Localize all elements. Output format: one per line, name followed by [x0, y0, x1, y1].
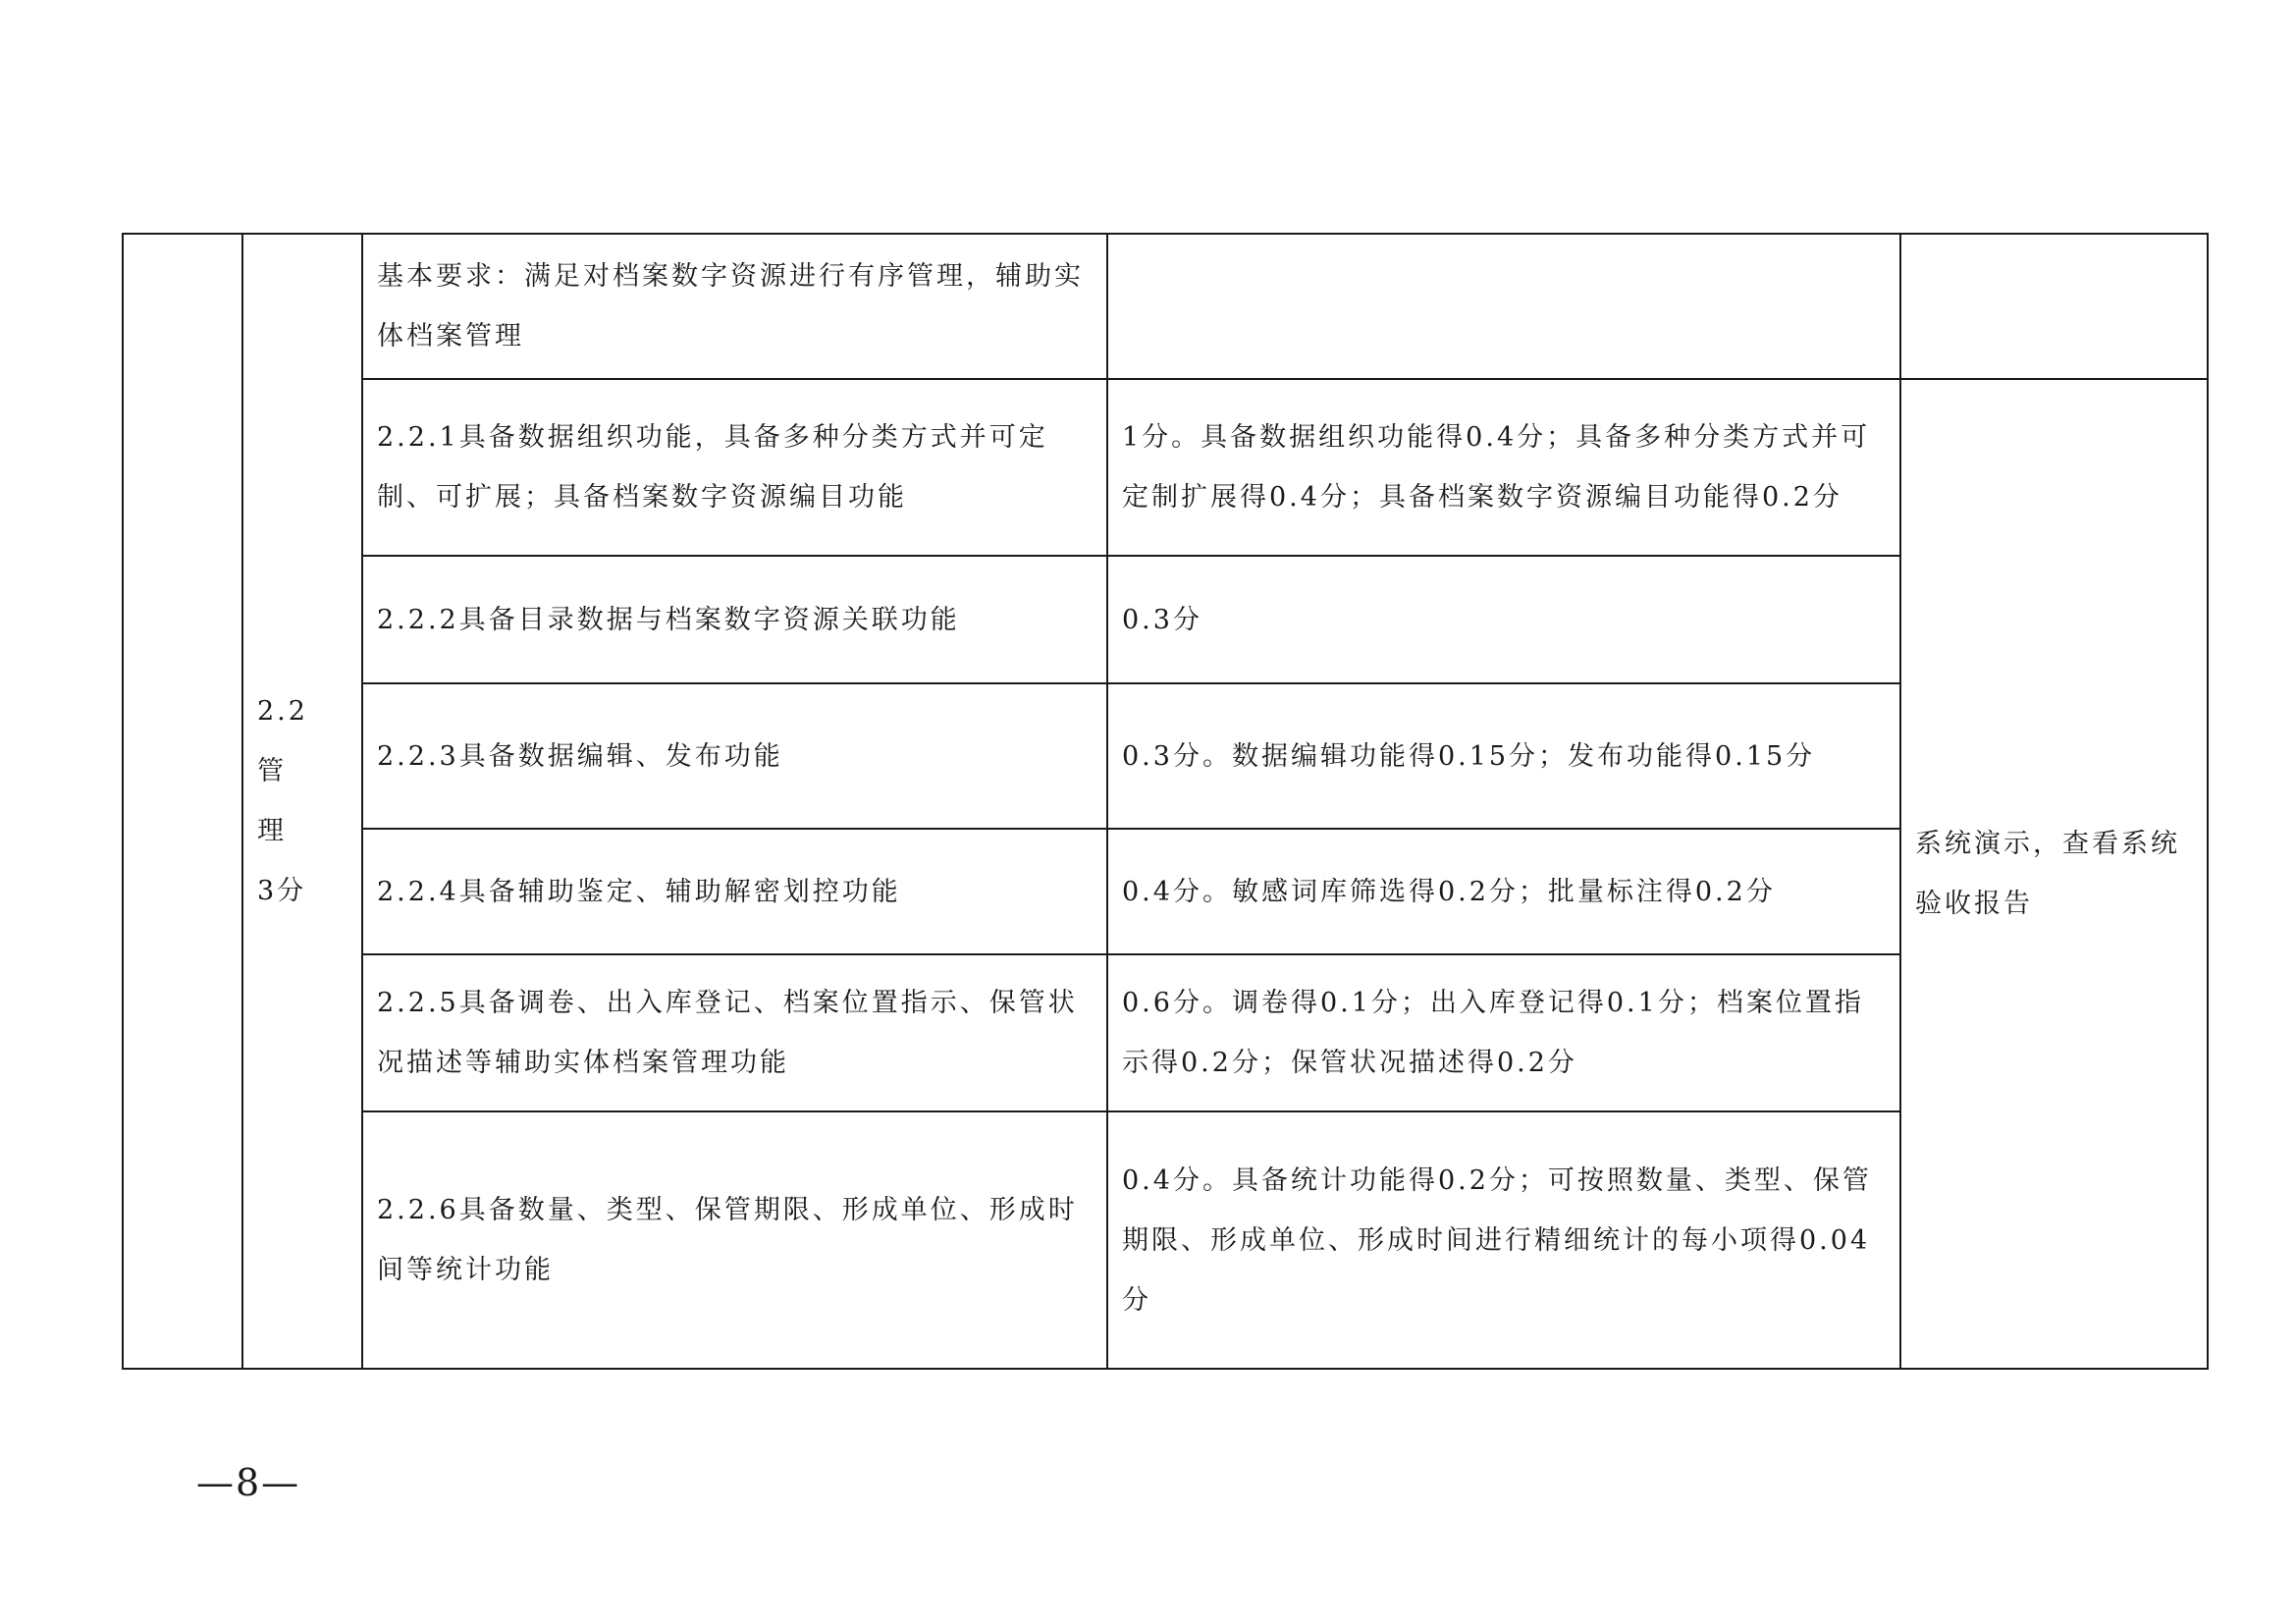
requirement-cell: 2.2.5具备调卷、出入库登记、档案位置指示、保管状况描述等辅助实体档案管理功能 — [362, 954, 1107, 1111]
table-row — [123, 683, 2208, 829]
score-cell: 0.4分。具备统计功能得0.2分；可按照数量、类型、保管期限、形成单位、形成时间进行精细统计的每小项得0.04分 — [1107, 1111, 1900, 1369]
page-number: —8— — [196, 1461, 301, 1504]
basic-requirement-cell: 基本要求：满足对档案数字资源进行有序管理，辅助实体档案管理 — [362, 234, 1107, 379]
section-score-label: 3分 — [257, 876, 307, 906]
scoring-table — [122, 233, 2209, 1370]
score-cell-empty — [1107, 234, 1900, 379]
score-cell: 0.6分。调卷得0.1分；出入库登记得0.1分；档案位置指示得0.2分；保管状况描述得0.2分 — [1107, 954, 1900, 1111]
score-cell: 1分。具备数据组织功能得0.4分；具备多种分类方式并可定制扩展得0.4分；具备档案数字资源编目功能得0.2分 — [1107, 379, 1900, 556]
table-row — [123, 379, 2208, 556]
table-row — [123, 234, 2208, 379]
requirement-cell: 2.2.6具备数量、类型、保管期限、形成单位、形成时间等统计功能 — [362, 1111, 1107, 1369]
requirement-cell: 2.2.3具备数据编辑、发布功能 — [362, 683, 1107, 829]
score-cell: 0.4分。敏感词库筛选得0.2分；批量标注得0.2分 — [1107, 829, 1900, 954]
requirement-cell: 2.2.1具备数据组织功能，具备多种分类方式并可定制、可扩展；具备档案数字资源编目功能 — [362, 379, 1107, 556]
table-row — [123, 556, 2208, 683]
table-row — [123, 829, 2208, 954]
table-row — [123, 954, 2208, 1111]
method-cell-empty — [1900, 234, 2208, 379]
section-label-line1: 2.2 管 — [257, 696, 308, 786]
requirement-cell: 2.2.2具备目录数据与档案数字资源关联功能 — [362, 556, 1107, 683]
score-cell: 0.3分。数据编辑功能得0.15分；发布功能得0.15分 — [1107, 683, 1900, 829]
score-cell: 0.3分 — [1107, 556, 1900, 683]
table-row — [123, 1111, 2208, 1369]
category-cell — [123, 234, 242, 1369]
evaluation-method-cell: 系统演示，查看系统验收报告 — [1900, 379, 2208, 1369]
requirement-cell: 2.2.4具备辅助鉴定、辅助解密划控功能 — [362, 829, 1107, 954]
section-cell — [242, 234, 362, 1369]
section-label-line2: 理 — [257, 816, 287, 846]
